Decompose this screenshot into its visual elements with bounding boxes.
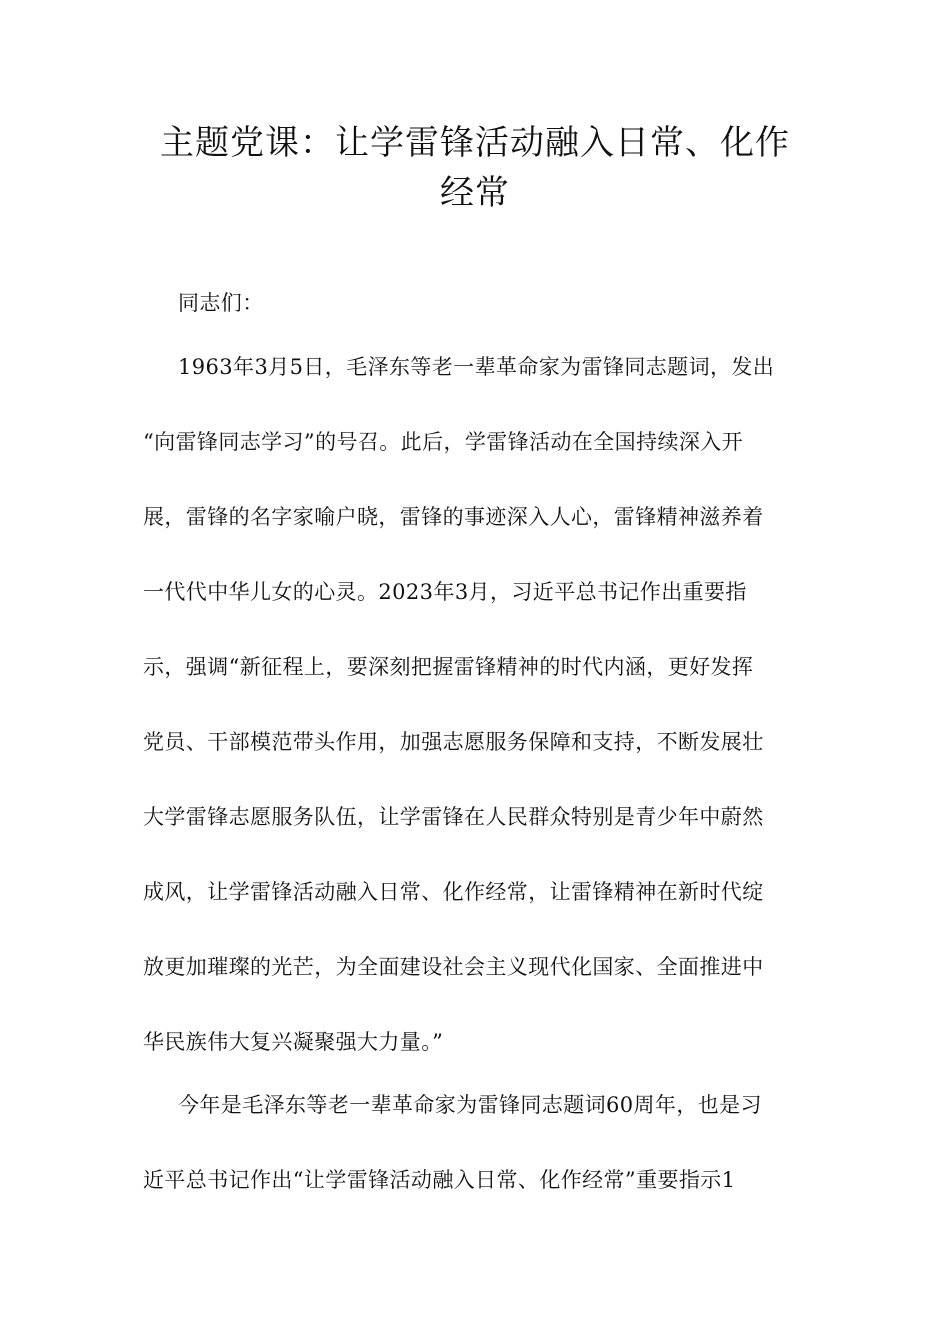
paragraph-2-line-1: 今年是毛泽东等老一辈革命家为雷锋同志题词60周年，也是习 (178, 1093, 762, 1117)
paragraph-1-line-8: 成风，让学雷锋活动融入日常、化作经常，让雷锋精神在新时代绽 (143, 880, 764, 904)
paragraph-1-line-7: 大学雷锋志愿服务队伍，让学雷锋在人民群众特别是青少年中蔚然 (143, 805, 764, 829)
title-line-1: 主题党课：让学雷锋活动融入日常、化作 (160, 123, 790, 163)
document-title (140, 118, 810, 218)
paragraph-2-line-2: 近平总书记作出“让学雷锋活动融入日常、化作经常”重要指示1 (143, 1168, 736, 1192)
paragraph-1-line-3: 展，雷锋的名字家喻户晓，雷锋的事迹深入人心，雷锋精神滋养着 (143, 505, 764, 529)
paragraph-1-line-5: 示，强调“新征程上，要深刻把握雷锋精神的时代内涵，更好发挥 (143, 655, 754, 679)
paragraph-1-line-9: 放更加璀璨的光芒，为全面建设社会主义现代化国家、全面推进中 (143, 955, 764, 979)
paragraph-1-line-6: 党员、干部模范带头作用，加强志愿服务保障和支持，不断发展壮 (143, 730, 764, 754)
paragraph-1-line-2: “向雷锋同志学习”的号召。此后，学雷锋活动在全国持续深入开 (143, 430, 744, 454)
salutation: 同志们： (178, 291, 264, 315)
title-line-2: 经常 (440, 173, 510, 213)
paragraph-1-line-1: 1963年3月5日，毛泽东等老一辈革命家为雷锋同志题词，发出 (178, 355, 775, 379)
paragraph-1-line-10: 华民族伟大复兴凝聚强大力量。” (143, 1030, 444, 1054)
paragraph-1-line-4: 一代代中华儿女的心灵。2023年3月，习近平总书记作出重要指 (143, 580, 747, 604)
